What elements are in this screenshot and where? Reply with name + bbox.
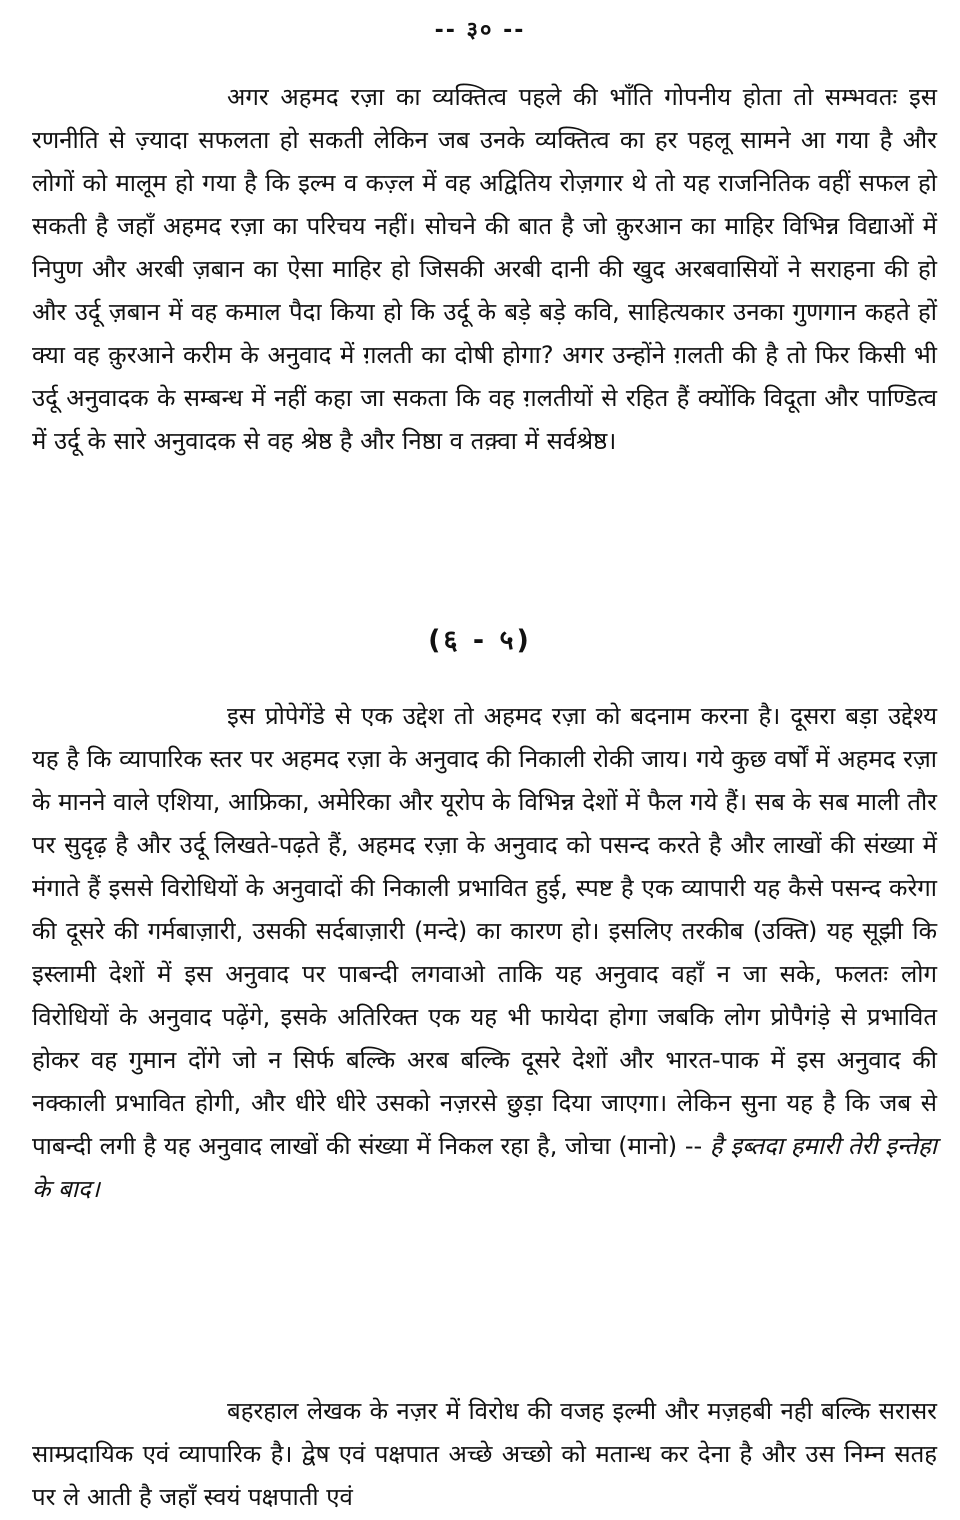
page-number: -- ३० --: [434, 18, 526, 43]
poetic-quote: है इब्तदा हमारी तेरी इन्तेहा के बाद।: [32, 1132, 938, 1203]
paragraph-1-text: अगर अहमद रज़ा का व्यक्तित्व पहले की भाँति गोपनीय होता तो सम्भवतः इस रणनीति से ज़्यादा सफलता हो सकती लेकिन जब उनके व्यक्तित्व का हर पहलू सामने आ गया है और लोगों को मालूम हो गया है कि इल्म व कज़्ल में वह अद्वितिय रोज़गार थे तो यह राजनितिक वहीं सफल हो सकती है जहाँ अहमद रज़ा का परिचय नहीं। सोचने की बात है जो क़ुरआन का माहिर विभिन्न विद्याओं में निपुण और अरबी ज़बान का ऐसा माहिर हो जिसकी अरबी दानी की खुद अरबवासियों ने सराहना की हो और उर्दू ज़बान में वह कमाल पैदा किया हो कि उर्दू के बड़े बड़े कवि, साहित्यकार उनका गुणगान कहते हों क्या वह क़ुरआने करीम के अनुवाद में ग़लती का दोषी होगा? अगर उन्होंने ग़लती की है तो फिर किसी भी उर्दू अनुवादक के सम्बन्ध में नहीं कहा जा सकता कि वह ग़लतीयों से रहित हैं क्योंकि विदूता और पाण्डित्व में उर्दू के सारे अनुवादक से वह श्रेष्ठ है और निष्ठा व तक़्वा में सर्वश्रेष्ठ।: [32, 83, 937, 455]
section-heading: (६ - ५): [428, 625, 532, 656]
paragraph-3: [32, 1390, 937, 1519]
paragraph-1: [32, 76, 937, 463]
paragraph-3-text: बहरहाल लेखक के नज़र में विरोध की वजह इल्मी और मज़हबी नही बल्कि सरासर साम्प्रदायिक एवं व्यापारिक है। द्वेष एवं पक्षपात अच्छे अच्छो को मतान्ध कर देना है और उस निम्न सतह पर ले आती है जहाँ स्वयं पक्षपाती एवं: [32, 1397, 937, 1511]
paragraph-2-text: इस प्रोपेगेंडे से एक उद्देश तो अहमद रज़ा को बदनाम करना है। दूसरा बड़ा उद्देश्य यह है कि व्यापारिक स्तर पर अहमद रज़ा के अनुवाद की निकाली रोकी जाय। गये कुछ वर्षों में अहमद रज़ा के मानने वाले एशिया, आफ्रिका, अमेरिका और यूरोप के विभिन्न देशों में फैल गये हैं। सब के सब माली तौर पर सुदृढ़ है और उर्दू लिखते-पढ़ते हैं, अहमद रज़ा के अनुवाद को पसन्द करते है और लाखों की संख्या में मंगाते हैं इससे विरोधियों के अनुवादों की निकाली प्रभावित हुई, स्पष्ट है एक व्यापारी यह कैसे पसन्द करेगा की दूसरे की गर्मबाज़ारी, उसकी सर्दबाज़ारी (मन्दे) का कारण हो। इसलिए तरकीब (उक्ति) यह सूझी कि इस्लामी देशों में इस अनुवाद पर पाबन्दी लगवाओ ताकि यह अनुवाद वहाँ न जा सके, फलतः लोग विरोधियों के अनुवाद पढ़ेंगे, इसके अतिरिक्त एक यह भी फायेदा होगा जबकि लोग प्रोपैगंड़े से प्रभावित होकर वह गुमान दोंगे जो न सिर्फ बल्कि अरब बल्कि दूसरे देशों और भारत-पाक में इस अनुवाद की नक्काली प्रभावित होगी, और धीरे धीरे उसको नज़रसे छुड़ा दिया जाएगा। लेकिन सुना यह है कि जब से पाबन्दी लगी है यह अनुवाद लाखों की संख्या में निकल रहा है, जोचा (मानो) --: [32, 702, 937, 1160]
paragraph-2: [32, 695, 937, 1211]
